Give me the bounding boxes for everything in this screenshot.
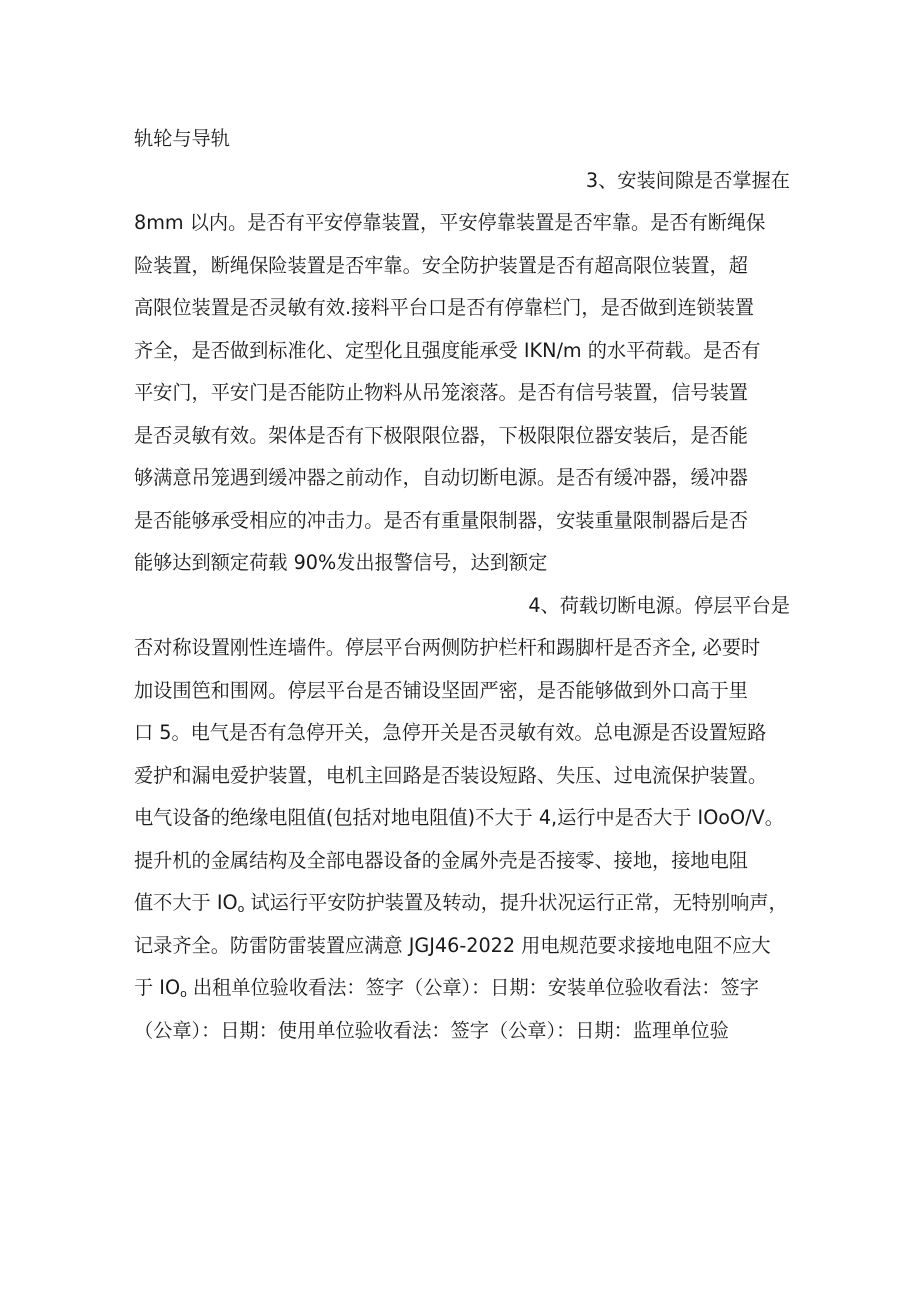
text-line-15: 口 5。电气是否有急停开关，急停开关是否灵敏有效。总电源是否设置短路 xyxy=(134,721,767,744)
text-line-4: 险装置，断绳保险装置是否牢靠。安全防护装置是否有超高限位装置，超 xyxy=(134,254,748,277)
text-line-13: 否对称设置刚性连墙件。停层平台两侧防护栏杆和踢脚杆是否齐全, 必要时 xyxy=(134,636,761,659)
text-line-18: 提升机的金属结构及全部电器设备的金属外壳是否接零、接地，接地电阻 xyxy=(134,849,748,872)
text-line-7: 平安门，平安门是否能防止物料从吊笼滚落。是否有信号装置，信号装置 xyxy=(134,381,748,404)
text-line-8: 是否灵敏有效。架体是否有下极限限位器，下极限限位器安装后，是否能 xyxy=(134,424,748,447)
text-line-9: 够满意吊笼遇到缓冲器之前动作，自动切断电源。是否有缓冲器，缓冲器 xyxy=(134,466,748,489)
text-segment: 试运行平安防护装置及转动，提升状况运行正常，无特别响声， xyxy=(244,891,788,914)
section-heading-4: 4、荷载切断电源。停层平台是 xyxy=(528,594,790,617)
text-line-21 xyxy=(134,971,790,1005)
text-line-20: 记录齐全。防雷防雷装置应满意 JGJ46-2022 用电规范要求接地电阻不应大 xyxy=(134,934,771,957)
text-line-10: 是否能够承受相应的冲击力。是否有重量限制器，安装重量限制器后是否 xyxy=(134,509,748,532)
text-line-5: 高限位装置是否灵敏有效.接料平台口是否有停靠栏门，是否做到连锁装置 xyxy=(134,296,755,319)
text-line-1: 轨轮与导轨 xyxy=(134,127,230,150)
text-line-16: 爱护和漏电爱护装置，电机主回路是否装设短路、失压、过电流保护装置。 xyxy=(134,764,768,787)
text-line-6: 齐全，是否做到标准化、定型化且强度能承受 IKN/m 的水平荷载。是否有 xyxy=(134,339,761,362)
text-line-22: （公章）：日期：使用单位验收看法：签字（公章）：日期：监理单位验 xyxy=(134,1019,729,1042)
text-line-19 xyxy=(134,886,790,920)
text-segment: 于 IO xyxy=(134,976,181,999)
text-segment: 值不大于 IO xyxy=(134,891,238,914)
subscript-o: o xyxy=(180,987,187,1000)
text-segment: 出租单位验收看法：签字（公章）：日期：安装单位验收看法：签字 xyxy=(186,976,759,999)
section-heading-3: 3、安装间隙是否掌握在 xyxy=(585,169,790,192)
text-line-3: 8mm 以内。是否有平安停靠装置，平安停靠装置是否牢靠。是否有断绳保 xyxy=(134,211,766,234)
text-line-14: 加设围笆和围网。停层平台是否铺设坚固严密，是否能够做到外口高于里 xyxy=(134,679,748,702)
text-line-11: 能够达到额定荷载 90%发出报警信号，达到额定 xyxy=(134,551,548,574)
subscript-o: o xyxy=(237,902,245,915)
text-line-17: 电气设备的绝缘电阻值(包括对地电阻值)不大于 4,运行中是否大于 IOoO/V。 xyxy=(134,806,784,829)
